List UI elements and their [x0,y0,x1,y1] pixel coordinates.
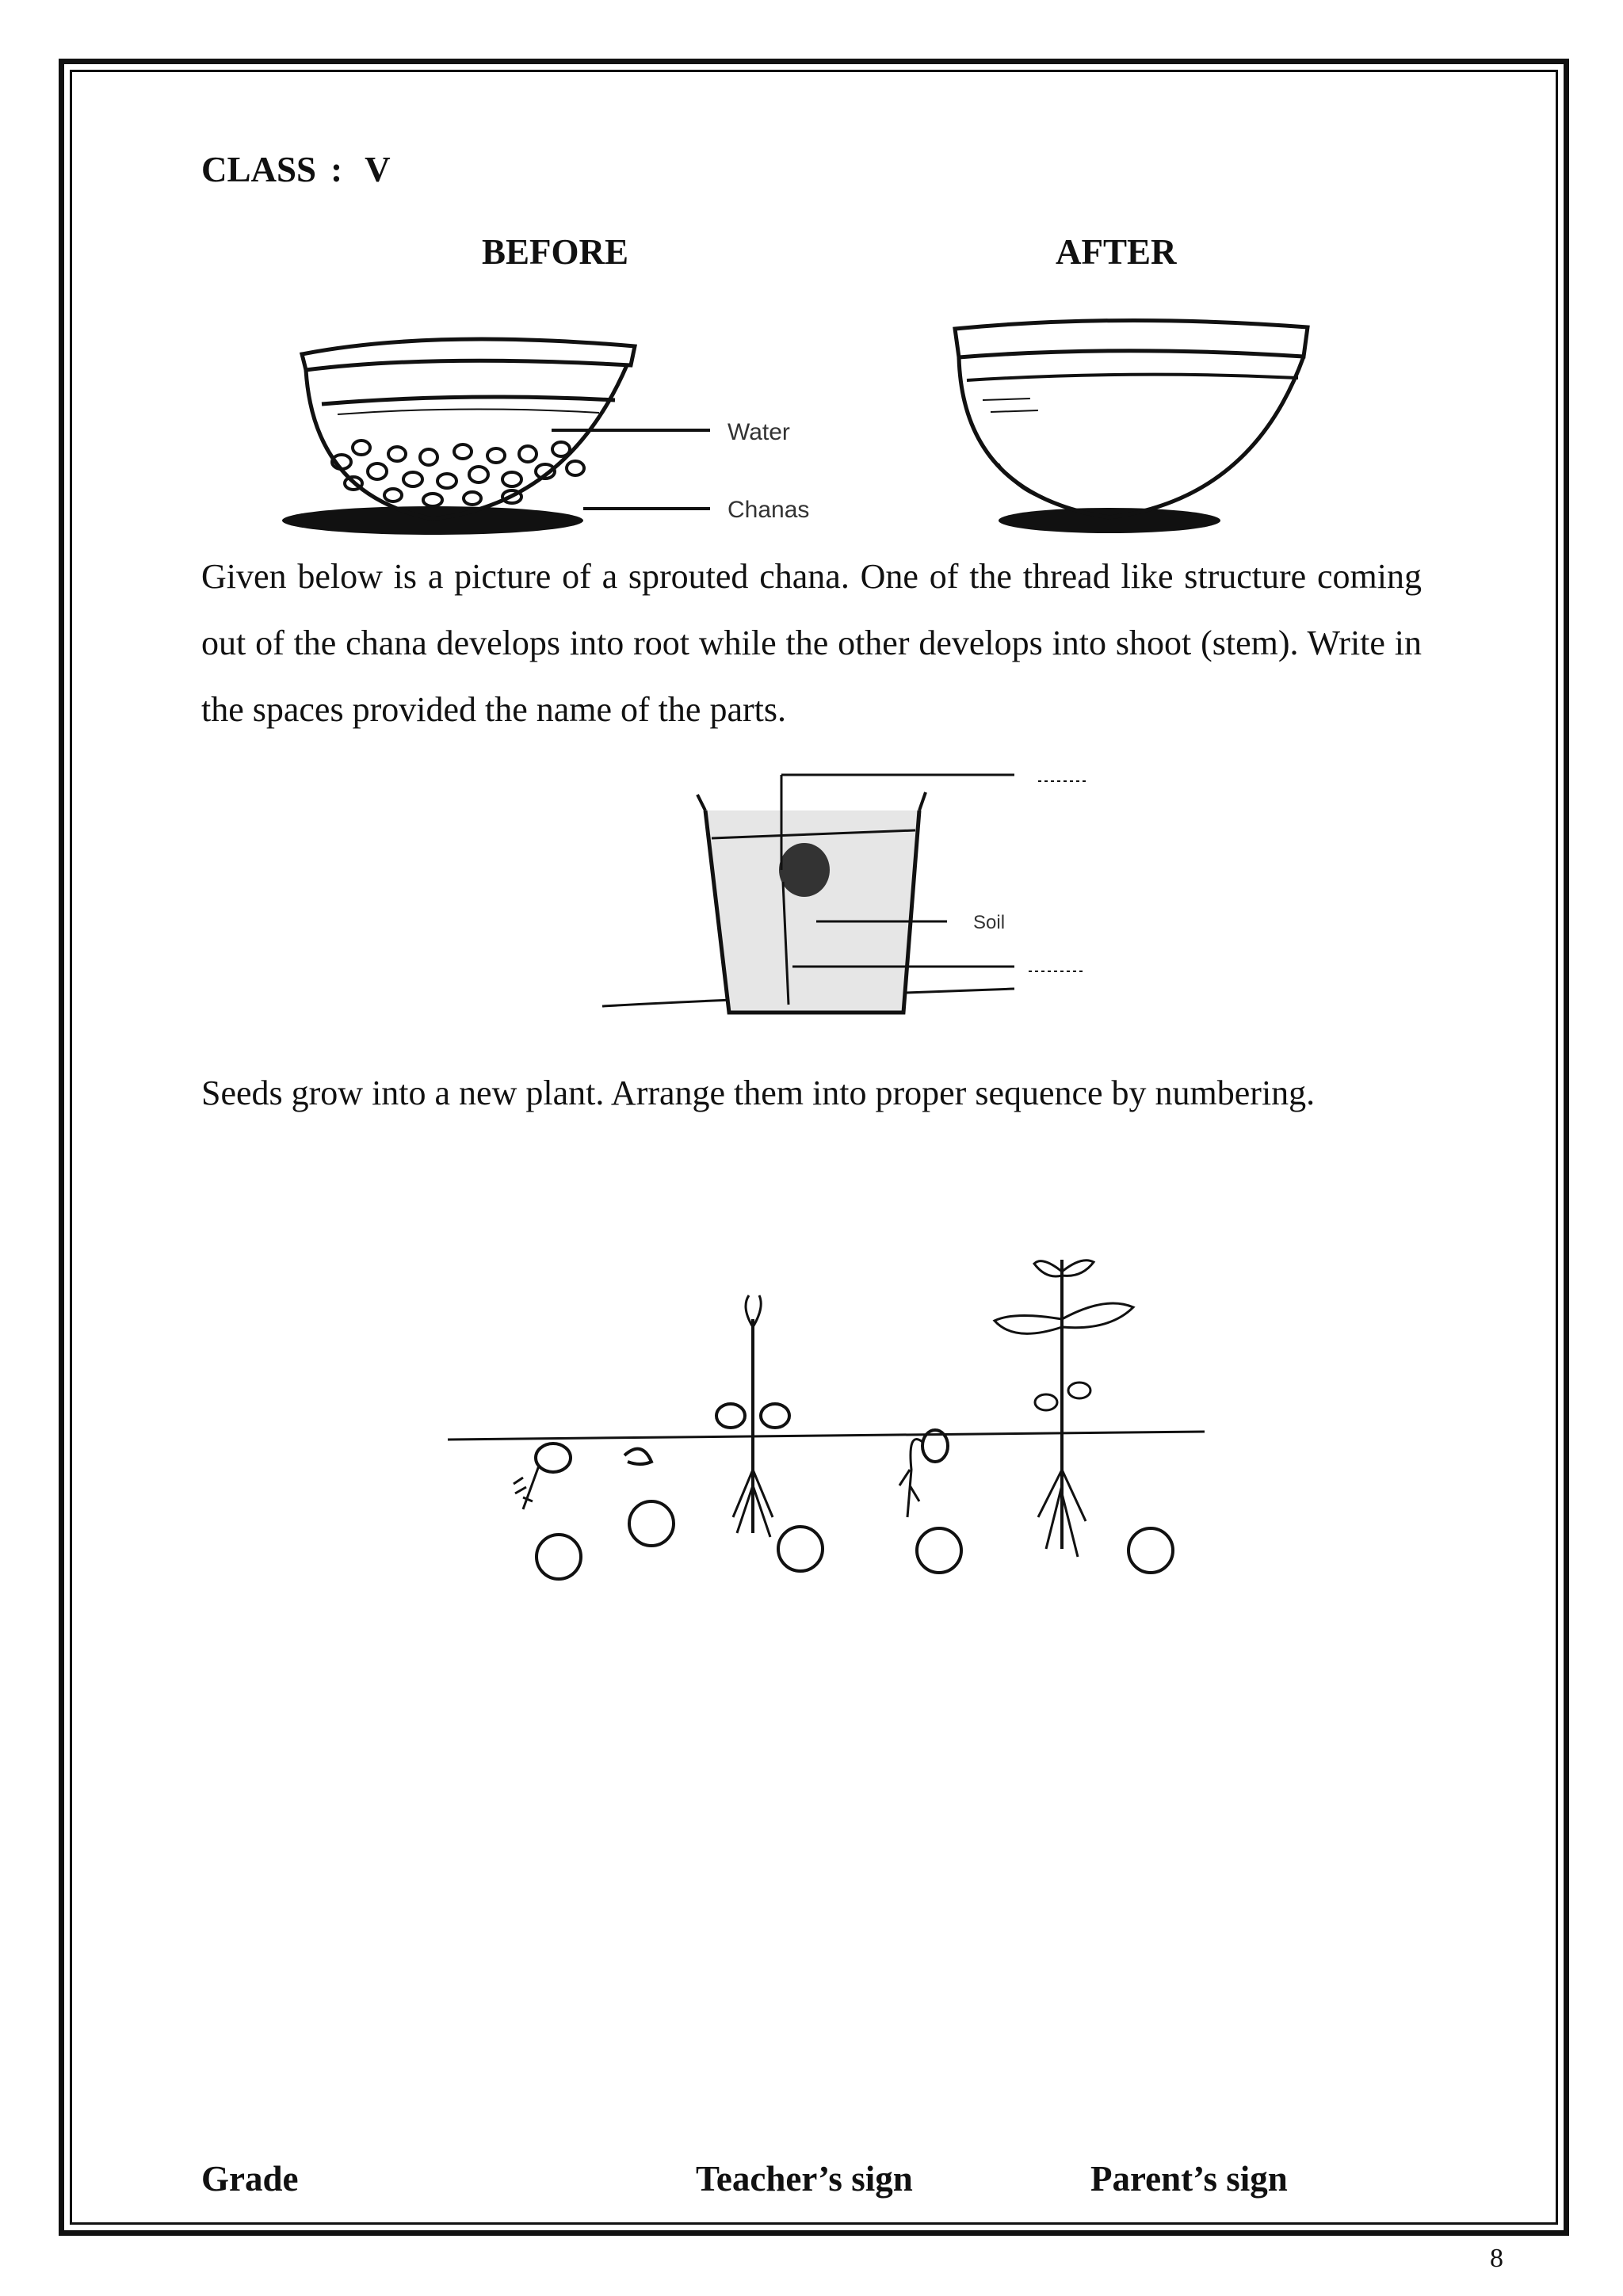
numbering-circles [537,1501,1173,1579]
seed-growth-stages-illustration [444,1232,1220,1589]
ground-line [448,1432,1205,1440]
bowl-shadow [999,508,1220,533]
water-label: Water [727,419,790,445]
answer-circle-1[interactable] [537,1535,581,1579]
stage-sprout-small [514,1444,571,1509]
parent-sign-label: Parent’s sign [1090,2159,1288,2199]
stage-seedling [716,1295,789,1537]
bowl-body [959,357,1304,517]
class-label: CLASS [201,150,317,189]
before-heading: BEFORE [482,232,629,272]
bowl-rim [955,320,1308,357]
after-heading: AFTER [1056,232,1177,272]
class-separator: : [330,150,343,189]
water-surface [322,397,615,404]
stage-bent-sprout [899,1430,948,1517]
stage-mature-plant [995,1260,1133,1557]
chana-seed [779,843,830,897]
instruction-paragraph-2: Seeds grow into a new plant. Arrange them into proper sequence by numbering. [201,1074,1316,1112]
chanas-label: Chanas [727,497,810,523]
after-bowl-illustration [880,281,1371,539]
before-bowl-illustration [266,281,821,539]
bowl-rim [302,339,635,370]
teacher-sign-label: Teacher’s sign [696,2159,913,2199]
class-heading [201,149,391,190]
sprouted-chana-pot-illustration [586,751,1109,1044]
grade-label: Grade [201,2159,299,2199]
answer-circle-4[interactable] [917,1528,961,1573]
answer-circle-5[interactable] [1128,1528,1173,1573]
stage-seed-curled [624,1449,651,1464]
answer-circle-3[interactable] [778,1527,823,1571]
pot [705,810,919,1013]
class-value: V [365,150,391,189]
instruction-paragraph-1: Given below is a picture of a sprouted chana. One of the thread like structure coming out of the chana develops into root while the other develops into shoot (stem). Write in the spaces provided the name of the parts. [201,557,1422,729]
answer-circle-2[interactable] [629,1501,674,1546]
water-surface [967,375,1298,380]
page-number: 8 [1490,2244,1503,2273]
soil-label: Soil [973,912,1006,933]
